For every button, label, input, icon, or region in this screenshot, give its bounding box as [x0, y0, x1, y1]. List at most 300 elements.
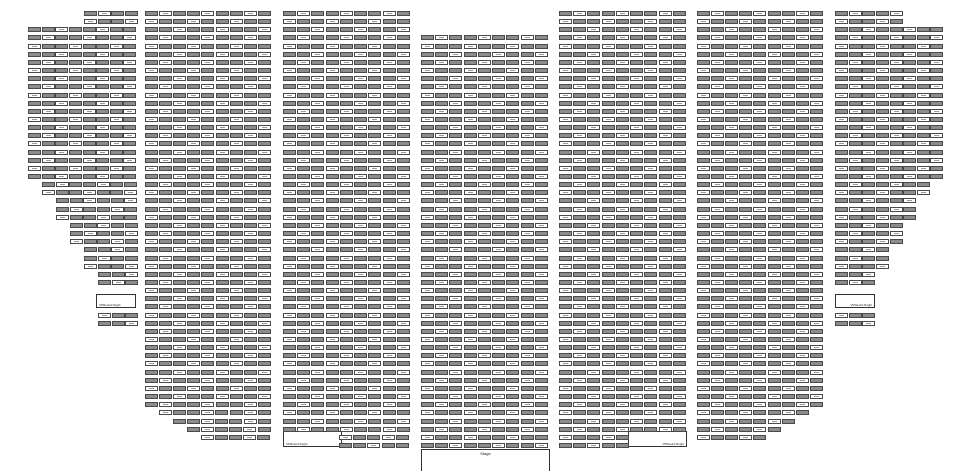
seat-left-r30-s5[interactable]: [216, 256, 229, 261]
seat-left-center-r6-s0[interactable]: [283, 60, 296, 65]
seat-right-r47-s3[interactable]: [739, 394, 752, 399]
seat-right-r6-s7[interactable]: [796, 60, 809, 65]
seat-right-r19-s7[interactable]: [796, 166, 809, 171]
seat-left-center-r19-s6[interactable]: [368, 166, 381, 171]
seat-right-r12-s7[interactable]: [796, 109, 809, 114]
seat-center-r4-s2[interactable]: [449, 44, 462, 49]
seat-right-r2-s2[interactable]: [725, 27, 738, 32]
seat-far-left-r20-s3[interactable]: [69, 174, 82, 179]
restricted-view-box-left-center[interactable]: [283, 431, 342, 447]
seat-center-r32-s7[interactable]: [521, 272, 534, 277]
seat-right-center-r31-s0[interactable]: [559, 264, 572, 269]
seat-left-center-r22-s3[interactable]: [326, 190, 339, 195]
seat-left-center-r4-s3[interactable]: [326, 44, 339, 49]
seat-left-r38-s5[interactable]: [216, 321, 229, 326]
seat-center-r49-s3[interactable]: [464, 410, 477, 415]
seat-right-center-r47-s4[interactable]: [616, 394, 629, 399]
seat-right-center-r24-s7[interactable]: [659, 207, 672, 212]
seat-right-center-r18-s8[interactable]: [673, 158, 686, 163]
seat-left-center-r25-s7[interactable]: [383, 215, 396, 220]
seat-far-right-r13-s1[interactable]: [849, 117, 862, 122]
seat-center-r20-s5[interactable]: [492, 174, 505, 179]
seat-left-center-r24-s4[interactable]: [340, 207, 353, 212]
seat-far-left-r3-s5[interactable]: [96, 35, 109, 40]
seat-center-r6-s5[interactable]: [492, 60, 505, 65]
seat-right-center-r6-s6[interactable]: [644, 60, 657, 65]
seat-far-right-r17-s4[interactable]: [890, 150, 903, 155]
seat-right-r42-s2[interactable]: [725, 353, 738, 358]
seat-left-center-r0-s7[interactable]: [383, 11, 396, 16]
seat-center-r46-s7[interactable]: [521, 386, 534, 391]
seat-far-right-r9-s2[interactable]: [862, 84, 875, 89]
seat-center-r45-s6[interactable]: [506, 378, 519, 383]
seat-left-center-r20-s6[interactable]: [368, 174, 381, 179]
seat-left-center-r14-s6[interactable]: [368, 125, 381, 130]
seat-far-right-r8-s0[interactable]: [835, 76, 848, 81]
seat-left-center-r45-s2[interactable]: [311, 378, 324, 383]
seat-left-center-r50-s4[interactable]: [340, 419, 353, 424]
seat-left-center-r15-s4[interactable]: [340, 133, 353, 138]
seat-left-r22-s8[interactable]: [258, 190, 271, 195]
seat-right-center-r25-s2[interactable]: [587, 215, 600, 220]
seat-right-r52-s3[interactable]: [739, 435, 752, 440]
seat-center-r8-s0[interactable]: [421, 76, 434, 81]
seat-right-center-r44-s8[interactable]: [673, 370, 686, 375]
seat-center-r52-s6[interactable]: [506, 435, 519, 440]
seat-left-center-r41-s3[interactable]: [326, 345, 339, 350]
seat-center-r19-s7[interactable]: [521, 166, 534, 171]
seat-far-left-r2-s2[interactable]: [55, 27, 68, 32]
seat-right-r9-s6[interactable]: [782, 84, 795, 89]
seat-right-r8-s4[interactable]: [753, 76, 766, 81]
seat-far-right-r28-s3[interactable]: [876, 239, 889, 244]
seat-left-center-r51-s4[interactable]: [340, 427, 353, 432]
seat-center-r11-s5[interactable]: [492, 101, 505, 106]
seat-left-center-r32-s4[interactable]: [340, 272, 353, 277]
seat-right-r33-s1[interactable]: [711, 280, 724, 285]
seat-center-r34-s0[interactable]: [421, 288, 434, 293]
seat-right-center-r53-s1[interactable]: [573, 443, 586, 448]
seat-left-r35-s5[interactable]: [216, 296, 229, 301]
seat-center-r18-s7[interactable]: [521, 158, 534, 163]
seat-right-center-r51-s1[interactable]: [573, 427, 586, 432]
seat-right-r19-s6[interactable]: [782, 166, 795, 171]
seat-left-r18-s7[interactable]: [244, 158, 257, 163]
seat-far-left-r8-s3[interactable]: [69, 76, 82, 81]
seat-right-center-r43-s7[interactable]: [659, 361, 672, 366]
seat-center-r20-s8[interactable]: [535, 174, 548, 179]
seat-right-r45-s6[interactable]: [782, 378, 795, 383]
seat-left-center-r48-s5[interactable]: [354, 402, 367, 407]
seat-far-left-r15-s1[interactable]: [42, 133, 55, 138]
seat-left-r13-s7[interactable]: [244, 117, 257, 122]
seat-center-r45-s8[interactable]: [535, 378, 548, 383]
seat-center-r32-s0[interactable]: [421, 272, 434, 277]
seat-left-center-r27-s6[interactable]: [368, 231, 381, 236]
seat-left-center-r13-s6[interactable]: [368, 117, 381, 122]
seat-far-right-r3-s7[interactable]: [930, 35, 943, 40]
seat-center-r33-s7[interactable]: [521, 280, 534, 285]
seat-left-center-r17-s3[interactable]: [326, 150, 339, 155]
seat-center-r22-s2[interactable]: [449, 190, 462, 195]
seat-left-center-r40-s3[interactable]: [326, 337, 339, 342]
seat-center-r6-s6[interactable]: [506, 60, 519, 65]
seat-right-center-r1-s0[interactable]: [559, 19, 572, 24]
seat-left-r12-s7[interactable]: [244, 109, 257, 114]
seat-right-center-r45-s3[interactable]: [602, 378, 615, 383]
seat-left-r47-s0[interactable]: [145, 394, 158, 399]
seat-left-r13-s0[interactable]: [145, 117, 158, 122]
seat-left-center-r27-s7[interactable]: [383, 231, 396, 236]
seat-right-center-r11-s3[interactable]: [602, 101, 615, 106]
seat-left-r9-s2[interactable]: [173, 84, 186, 89]
seat-center-r27-s8[interactable]: [535, 231, 548, 236]
seat-center-r9-s6[interactable]: [506, 84, 519, 89]
seat-right-center-r24-s3[interactable]: [602, 207, 615, 212]
seat-left-center-r25-s0[interactable]: [283, 215, 296, 220]
seat-far-left-r17-s6[interactable]: [110, 150, 123, 155]
seat-right-r28-s4[interactable]: [753, 239, 766, 244]
seat-center-r46-s3[interactable]: [464, 386, 477, 391]
seat-left-r14-s7[interactable]: [244, 125, 257, 130]
seat-left-center-r51-s8[interactable]: [397, 427, 410, 432]
seat-left-center-r4-s4[interactable]: [340, 44, 353, 49]
seat-center-r28-s6[interactable]: [506, 239, 519, 244]
seat-right-center-r44-s7[interactable]: [659, 370, 672, 375]
seat-right-r12-s4[interactable]: [753, 109, 766, 114]
seat-right-r13-s6[interactable]: [782, 117, 795, 122]
seat-right-center-r34-s3[interactable]: [602, 288, 615, 293]
seat-right-r9-s3[interactable]: [739, 84, 752, 89]
seat-right-r0-s6[interactable]: [782, 11, 795, 16]
seat-left-center-r42-s3[interactable]: [326, 353, 339, 358]
seat-far-left-r26-s4[interactable]: [125, 223, 138, 228]
seat-left-r28-s8[interactable]: [258, 239, 271, 244]
seat-center-r33-s6[interactable]: [506, 280, 519, 285]
seat-left-center-r11-s5[interactable]: [354, 101, 367, 106]
seat-right-r31-s5[interactable]: [768, 264, 781, 269]
seat-far-left-r11-s6[interactable]: [110, 101, 123, 106]
seat-left-r43-s8[interactable]: [258, 361, 271, 366]
seat-right-center-r8-s5[interactable]: [630, 76, 643, 81]
seat-far-left-r6-s2[interactable]: [55, 60, 68, 65]
seat-right-r5-s2[interactable]: [725, 52, 738, 57]
seat-far-left-r37-s0[interactable]: [98, 313, 111, 318]
seat-left-r40-s7[interactable]: [244, 337, 257, 342]
seat-left-r37-s7[interactable]: [244, 313, 257, 318]
seat-center-r24-s2[interactable]: [449, 207, 462, 212]
seat-left-r1-s3[interactable]: [187, 19, 200, 24]
seat-right-center-r28-s5[interactable]: [630, 239, 643, 244]
seat-far-left-r3-s6[interactable]: [110, 35, 123, 40]
seat-right-center-r43-s0[interactable]: [559, 361, 572, 366]
seat-center-r4-s4[interactable]: [478, 44, 491, 49]
seat-center-r17-s4[interactable]: [478, 150, 491, 155]
seat-left-center-r28-s6[interactable]: [368, 239, 381, 244]
seat-left-r51-s3[interactable]: [229, 427, 242, 432]
seat-left-r49-s0[interactable]: [159, 410, 172, 415]
seat-left-center-r1-s8[interactable]: [397, 19, 410, 24]
seat-far-right-r2-s3[interactable]: [876, 27, 889, 32]
seat-left-center-r28-s5[interactable]: [354, 239, 367, 244]
seat-right-r36-s5[interactable]: [768, 304, 781, 309]
seat-far-left-r9-s7[interactable]: [123, 84, 136, 89]
seat-right-center-r49-s4[interactable]: [616, 410, 629, 415]
seat-far-right-r13-s0[interactable]: [835, 117, 848, 122]
seat-center-r44-s6[interactable]: [506, 370, 519, 375]
seat-far-left-r8-s5[interactable]: [96, 76, 109, 81]
seat-right-center-r32-s1[interactable]: [573, 272, 586, 277]
seat-center-r3-s8[interactable]: [535, 35, 548, 40]
seat-center-r43-s6[interactable]: [506, 361, 519, 366]
seat-far-right-r11-s6[interactable]: [917, 101, 930, 106]
seat-far-left-r5-s2[interactable]: [55, 52, 68, 57]
seat-left-r44-s7[interactable]: [244, 370, 257, 375]
seat-left-r23-s7[interactable]: [244, 198, 257, 203]
seat-left-r22-s7[interactable]: [244, 190, 257, 195]
seat-far-right-r0-s1[interactable]: [849, 11, 862, 16]
seat-far-left-r9-s2[interactable]: [55, 84, 68, 89]
seat-left-center-r27-s0[interactable]: [283, 231, 296, 236]
seat-left-center-r22-s2[interactable]: [311, 190, 324, 195]
seat-center-r12-s0[interactable]: [421, 109, 434, 114]
seat-left-r21-s1[interactable]: [159, 182, 172, 187]
seat-center-r44-s0[interactable]: [421, 370, 434, 375]
seat-far-right-r12-s0[interactable]: [835, 109, 848, 114]
seat-right-r18-s4[interactable]: [753, 158, 766, 163]
seat-right-r40-s7[interactable]: [796, 337, 809, 342]
seat-center-r28-s2[interactable]: [449, 239, 462, 244]
seat-center-r53-s2[interactable]: [449, 443, 462, 448]
seat-left-center-r19-s5[interactable]: [354, 166, 367, 171]
seat-left-center-r25-s6[interactable]: [368, 215, 381, 220]
seat-right-r50-s0[interactable]: [697, 419, 710, 424]
seat-left-r3-s3[interactable]: [187, 35, 200, 40]
seat-right-r28-s6[interactable]: [782, 239, 795, 244]
seat-left-r50-s1[interactable]: [187, 419, 200, 424]
seat-left-r22-s2[interactable]: [173, 190, 186, 195]
seat-far-left-r19-s1[interactable]: [42, 166, 55, 171]
seat-right-r25-s3[interactable]: [739, 215, 752, 220]
seat-center-r48-s2[interactable]: [449, 402, 462, 407]
seat-right-r48-s1[interactable]: [711, 402, 724, 407]
seat-far-right-r31-s0[interactable]: [835, 264, 848, 269]
seat-right-r24-s7[interactable]: [796, 207, 809, 212]
seat-far-left-r14-s4[interactable]: [83, 125, 96, 130]
seat-far-left-r24-s5[interactable]: [124, 207, 137, 212]
seat-center-r51-s4[interactable]: [478, 427, 491, 432]
seat-left-center-r22-s1[interactable]: [297, 190, 310, 195]
seat-right-center-r49-s3[interactable]: [602, 410, 615, 415]
seat-far-right-r14-s3[interactable]: [876, 125, 889, 130]
seat-far-right-r1-s1[interactable]: [849, 19, 862, 24]
seat-right-r5-s0[interactable]: [697, 52, 710, 57]
seat-center-r49-s1[interactable]: [435, 410, 448, 415]
seat-center-r29-s6[interactable]: [506, 247, 519, 252]
seat-right-center-r29-s3[interactable]: [602, 247, 615, 252]
seat-left-r42-s4[interactable]: [201, 353, 214, 358]
seat-center-r47-s6[interactable]: [506, 394, 519, 399]
seat-left-r45-s5[interactable]: [216, 378, 229, 383]
seat-left-r10-s8[interactable]: [258, 93, 271, 98]
seat-center-r4-s1[interactable]: [435, 44, 448, 49]
seat-right-r11-s6[interactable]: [782, 101, 795, 106]
seat-right-r49-s1[interactable]: [711, 410, 724, 415]
seat-right-center-r47-s3[interactable]: [602, 394, 615, 399]
seat-left-r30-s1[interactable]: [159, 256, 172, 261]
seat-center-r16-s0[interactable]: [421, 141, 434, 146]
seat-right-center-r32-s5[interactable]: [630, 272, 643, 277]
seat-right-r16-s6[interactable]: [782, 141, 795, 146]
seat-far-right-r16-s0[interactable]: [835, 141, 848, 146]
seat-left-center-r11-s2[interactable]: [311, 101, 324, 106]
seat-right-center-r30-s0[interactable]: [559, 256, 572, 261]
seat-far-left-r1-s0[interactable]: [84, 19, 97, 24]
seat-center-r23-s7[interactable]: [521, 198, 534, 203]
seat-right-center-r19-s4[interactable]: [616, 166, 629, 171]
seat-right-r14-s6[interactable]: [782, 125, 795, 130]
seat-right-center-r34-s6[interactable]: [644, 288, 657, 293]
seat-right-center-r17-s3[interactable]: [602, 150, 615, 155]
seat-right-center-r7-s7[interactable]: [659, 68, 672, 73]
seat-left-center-r45-s1[interactable]: [297, 378, 310, 383]
seat-center-r52-s2[interactable]: [449, 435, 462, 440]
seat-right-r28-s2[interactable]: [725, 239, 738, 244]
seat-right-center-r8-s1[interactable]: [573, 76, 586, 81]
seat-left-center-r14-s0[interactable]: [283, 125, 296, 130]
seat-left-center-r17-s8[interactable]: [397, 150, 410, 155]
seat-left-center-r50-s1[interactable]: [297, 419, 310, 424]
seat-right-center-r23-s3[interactable]: [602, 198, 615, 203]
seat-right-r4-s5[interactable]: [768, 44, 781, 49]
seat-far-left-r10-s2[interactable]: [55, 93, 68, 98]
seat-left-r5-s0[interactable]: [145, 52, 158, 57]
seat-far-right-r33-s2[interactable]: [862, 280, 875, 285]
seat-right-center-r9-s2[interactable]: [587, 84, 600, 89]
seat-center-r31-s3[interactable]: [464, 264, 477, 269]
seat-right-r24-s3[interactable]: [739, 207, 752, 212]
seat-left-r5-s7[interactable]: [244, 52, 257, 57]
seat-right-r35-s7[interactable]: [796, 296, 809, 301]
seat-center-r53-s8[interactable]: [535, 443, 548, 448]
seat-far-right-r17-s7[interactable]: [930, 150, 943, 155]
seat-far-right-r13-s7[interactable]: [930, 117, 943, 122]
seat-right-center-r4-s5[interactable]: [630, 44, 643, 49]
seat-right-center-r33-s7[interactable]: [659, 280, 672, 285]
seat-far-right-r21-s3[interactable]: [876, 182, 889, 187]
seat-right-center-r41-s5[interactable]: [630, 345, 643, 350]
seat-center-r30-s3[interactable]: [464, 256, 477, 261]
seat-right-r6-s0[interactable]: [697, 60, 710, 65]
seat-left-r39-s4[interactable]: [201, 329, 214, 334]
seat-left-center-r45-s3[interactable]: [326, 378, 339, 383]
seat-far-right-r19-s7[interactable]: [930, 166, 943, 171]
seat-left-r39-s2[interactable]: [173, 329, 186, 334]
seat-right-center-r6-s3[interactable]: [602, 60, 615, 65]
seat-right-r47-s4[interactable]: [753, 394, 766, 399]
seat-right-r29-s0[interactable]: [697, 247, 710, 252]
seat-right-r30-s8[interactable]: [810, 256, 823, 261]
seat-left-r41-s8[interactable]: [258, 345, 271, 350]
seat-left-r31-s2[interactable]: [173, 264, 186, 269]
seat-right-center-r7-s8[interactable]: [673, 68, 686, 73]
seat-right-r16-s3[interactable]: [739, 141, 752, 146]
seat-left-r20-s2[interactable]: [173, 174, 186, 179]
seat-far-left-r30-s0[interactable]: [84, 256, 97, 261]
seat-far-left-r28-s3[interactable]: [111, 239, 124, 244]
seat-left-center-r24-s8[interactable]: [397, 207, 410, 212]
seat-far-left-r18-s5[interactable]: [96, 158, 109, 163]
seat-center-r6-s8[interactable]: [535, 60, 548, 65]
seat-center-r22-s8[interactable]: [535, 190, 548, 195]
seat-right-center-r21-s1[interactable]: [573, 182, 586, 187]
seat-left-center-r19-s2[interactable]: [311, 166, 324, 171]
seat-right-center-r37-s8[interactable]: [673, 313, 686, 318]
seat-center-r5-s8[interactable]: [535, 52, 548, 57]
seat-right-center-r12-s5[interactable]: [630, 109, 643, 114]
seat-far-right-r8-s5[interactable]: [903, 76, 916, 81]
seat-right-r15-s3[interactable]: [739, 133, 752, 138]
seat-left-r20-s6[interactable]: [230, 174, 243, 179]
seat-center-r7-s5[interactable]: [492, 68, 505, 73]
seat-right-center-r46-s4[interactable]: [616, 386, 629, 391]
seat-right-r17-s5[interactable]: [768, 150, 781, 155]
seat-left-r36-s4[interactable]: [201, 304, 214, 309]
seat-center-r39-s0[interactable]: [421, 329, 434, 334]
seat-center-r32-s4[interactable]: [478, 272, 491, 277]
seat-left-center-r16-s3[interactable]: [326, 141, 339, 146]
seat-right-r46-s2[interactable]: [725, 386, 738, 391]
seat-left-r43-s4[interactable]: [201, 361, 214, 366]
seat-far-right-r15-s6[interactable]: [917, 133, 930, 138]
seat-right-r29-s8[interactable]: [810, 247, 823, 252]
seat-left-r7-s3[interactable]: [187, 68, 200, 73]
seat-right-center-r10-s8[interactable]: [673, 93, 686, 98]
seat-right-center-r16-s7[interactable]: [659, 141, 672, 146]
seat-right-center-r2-s4[interactable]: [616, 27, 629, 32]
seat-left-center-r6-s4[interactable]: [340, 60, 353, 65]
seat-far-left-r6-s7[interactable]: [123, 60, 136, 65]
seat-left-r10-s6[interactable]: [230, 93, 243, 98]
seat-center-r38-s6[interactable]: [506, 321, 519, 326]
seat-right-center-r49-s1[interactable]: [573, 410, 586, 415]
seat-left-r9-s1[interactable]: [159, 84, 172, 89]
seat-center-r10-s5[interactable]: [492, 93, 505, 98]
seat-left-r22-s5[interactable]: [216, 190, 229, 195]
seat-left-r32-s4[interactable]: [201, 272, 214, 277]
seat-right-r40-s2[interactable]: [725, 337, 738, 342]
seat-right-center-r21-s3[interactable]: [602, 182, 615, 187]
seat-left-r26-s0[interactable]: [145, 223, 158, 228]
seat-center-r17-s0[interactable]: [421, 150, 434, 155]
seat-left-r2-s6[interactable]: [230, 27, 243, 32]
seat-left-r24-s4[interactable]: [201, 207, 214, 212]
seat-right-r23-s8[interactable]: [810, 198, 823, 203]
seat-right-center-r2-s5[interactable]: [630, 27, 643, 32]
seat-far-left-r21-s6[interactable]: [124, 182, 137, 187]
seat-center-r40-s7[interactable]: [521, 337, 534, 342]
seat-center-r23-s3[interactable]: [464, 198, 477, 203]
seat-right-r29-s3[interactable]: [739, 247, 752, 252]
seat-far-left-r15-s6[interactable]: [110, 133, 123, 138]
seat-center-r44-s8[interactable]: [535, 370, 548, 375]
seat-left-center-r1-s4[interactable]: [340, 19, 353, 24]
seat-left-center-r6-s8[interactable]: [397, 60, 410, 65]
seat-left-center-r39-s4[interactable]: [340, 329, 353, 334]
seat-far-left-r2-s1[interactable]: [42, 27, 55, 32]
seat-left-r28-s2[interactable]: [173, 239, 186, 244]
seat-right-r17-s7[interactable]: [796, 150, 809, 155]
